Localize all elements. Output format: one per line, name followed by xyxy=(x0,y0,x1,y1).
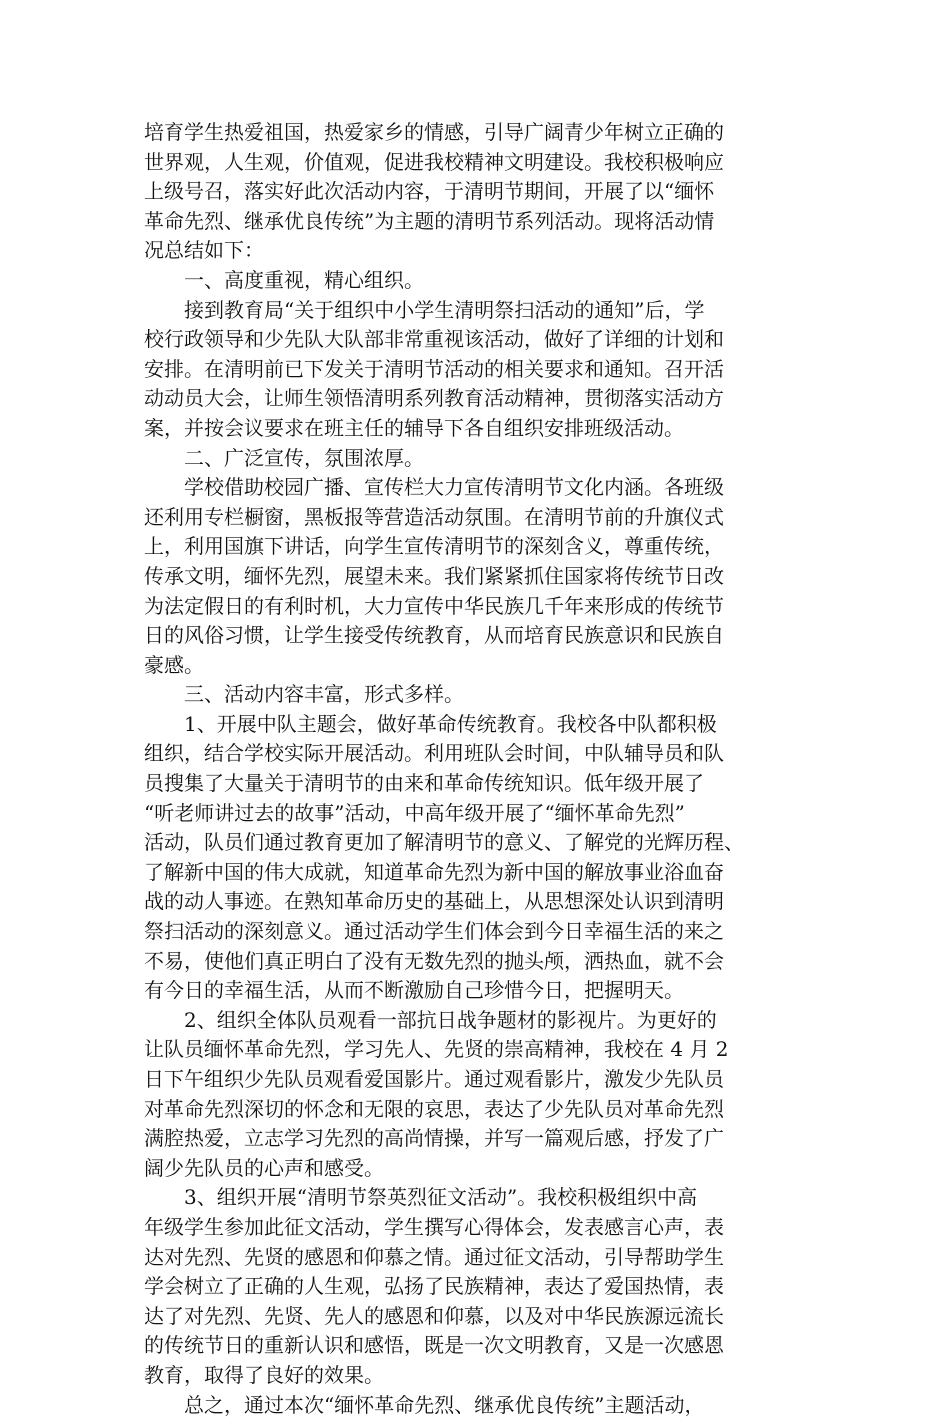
text-line: 组织，结合学校实际开展活动。利用班队会时间，中队辅导员和队 xyxy=(144,741,724,766)
text-line: 动动员大会，让师生领悟清明系列教育活动精神，贯彻落实活动方 xyxy=(144,386,724,411)
text-line: 员搜集了大量关于清明节的由来和革命传统知识。低年级开展了 xyxy=(144,771,704,796)
text-line: 让队员缅怀革命先烈，学习先人、先贤的崇高精神，我校在 4 月 2 xyxy=(144,1037,729,1062)
text-line: 战的动人事迹。在熟知革命历史的基础上，从思想深处认识到清明 xyxy=(144,889,724,914)
text-line: 学会树立了正确的人生观，弘扬了民族精神，表达了爱国热情，表 xyxy=(144,1274,724,1299)
text-line: 日的风俗习惯，让学生接受传统教育，从而培育民族意识和民族自 xyxy=(144,623,724,648)
text-line: 接到教育局“关于组织中小学生清明祭扫活动的通知”后，学 xyxy=(144,297,705,322)
text-line: 培育学生热爱祖国，热爱家乡的情感，引导广阔青少年树立正确的 xyxy=(144,120,724,144)
text-line: 不易，使他们真正明白了没有无数先烈的抛头颅，洒热血，就不会 xyxy=(144,948,724,973)
text-line: 上，利用国旗下讲话，向学生宣传清明节的深刻含义，尊重传统， xyxy=(144,534,724,559)
text-line: 校行政领导和少先队大队部非常重视该活动，做好了详细的计划和 xyxy=(144,327,724,352)
text-line: 案，并按会议要求在班主任的辅导下各自组织安排班级活动。 xyxy=(144,415,684,440)
text-line: 日下午组织少先队员观看爱国影片。通过观看影片，激发少先队员 xyxy=(144,1067,724,1091)
text-line: 对革命先烈深切的怀念和无限的哀思，表达了少先队员对革命先烈 xyxy=(144,1096,724,1121)
text-line: “听老师讲过去的故事”活动，中高年级开展了“缅怀革命先烈” xyxy=(144,800,685,825)
text-line: 况总结如下： xyxy=(144,238,264,263)
text-line: 安排。在清明前已下发关于清明节活动的相关要求和通知。召开活 xyxy=(144,356,724,381)
text-line: 豪感。 xyxy=(144,652,204,677)
text-line: 传承文明，缅怀先烈，展望未来。我们紧紧抓住国家将传统节日改 xyxy=(144,563,724,588)
text-line: 一、高度重视，精心组织。 xyxy=(144,267,424,292)
text-line: 有今日的幸福生活，从而不断激励自己珍惜今日，把握明天。 xyxy=(144,978,684,1003)
text-line: 了解新中国的伟大成就，知道革命先烈为新中国的解放事业浴血奋 xyxy=(144,859,724,884)
text-line: 上级号召，落实好此次活动内容，于清明节期间，开展了以“缅怀 xyxy=(144,179,715,204)
text-line: 达对先烈、先贤的感恩和仰慕之情。通过征文活动，引导帮助学生 xyxy=(144,1244,724,1269)
text-line: 祭扫活动的深刻意义。通过活动学生们体会到今日幸福生活的来之 xyxy=(144,919,724,944)
text-line: 世界观，人生观，价值观，促进我校精神文明建设。我校积极响应 xyxy=(144,149,724,174)
text-line: 阔少先队员的心声和感受。 xyxy=(144,1155,384,1180)
text-line: 活动，队员们通过教育更加了解清明节的意义、了解党的光辉历程、 xyxy=(144,830,744,855)
text-line: 学校借助校园广播、宣传栏大力宣传清明节文化内涵。各班级 xyxy=(144,475,724,500)
text-line: 3、组织开展“清明节祭英烈征文活动”。我校积极组织中高 xyxy=(144,1185,698,1210)
text-line: 还利用专栏橱窗，黑板报等营造活动氛围。在清明节前的升旗仪式 xyxy=(144,504,724,529)
text-line: 教育，取得了良好的效果。 xyxy=(144,1362,384,1387)
text-line: 达了对先烈、先贤、先人的感恩和仰慕，以及对中华民族源远流长 xyxy=(144,1303,724,1328)
text-line: 革命先烈、继承优良传统”为主题的清明节系列活动。现将活动情 xyxy=(144,208,715,233)
text-line: 三、活动内容丰富，形式多样。 xyxy=(144,682,464,707)
text-line: 总之，通过本次“缅怀革命先烈、继承优良传统”主题活动， xyxy=(144,1392,705,1417)
text-line: 的传统节日的重新认识和感悟，既是一次文明教育，又是一次感恩 xyxy=(144,1333,724,1358)
document-body xyxy=(144,118,812,1420)
text-line: 满腔热爱，立志学习先烈的高尚情操，并写一篇观后感，抒发了广 xyxy=(144,1126,724,1151)
text-line: 年级学生参加此征文活动，学生撰写心得体会，发表感言心声，表 xyxy=(144,1214,724,1239)
text-line: 为法定假日的有利时机，大力宣传中华民族几千年来形成的传统节 xyxy=(144,593,724,618)
text-line: 1、开展中队主题会，做好革命传统教育。我校各中队都积极 xyxy=(144,711,717,736)
text-line: 二、广泛宣传，氛围浓厚。 xyxy=(144,445,424,470)
text-line: 2、组织全体队员观看一部抗日战争题材的影视片。为更好的 xyxy=(144,1007,717,1032)
